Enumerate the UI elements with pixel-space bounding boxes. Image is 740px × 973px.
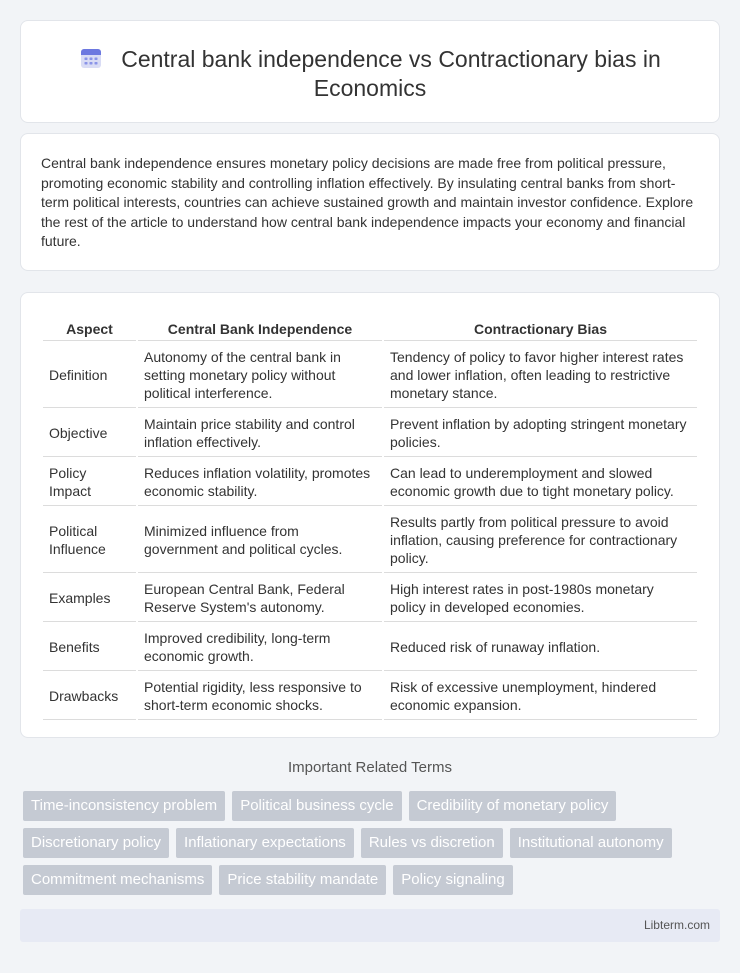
- intro-card: [20, 133, 720, 271]
- related-term-tag[interactable]: Policy signaling: [393, 865, 512, 895]
- row-aspect: Policy Impact: [43, 459, 136, 506]
- header-card: [20, 20, 720, 123]
- row-bias-value: Tendency of policy to favor higher interest rates and lower inflation, often leading to restrictive monetary stance.: [384, 343, 697, 408]
- related-term-tag[interactable]: Credibility of monetary policy: [409, 791, 617, 821]
- comparison-table-card: [20, 292, 720, 738]
- row-aspect: Political Influence: [43, 508, 136, 573]
- related-term-tag[interactable]: Rules vs discretion: [361, 828, 503, 858]
- related-term-tag[interactable]: Commitment mechanisms: [23, 865, 212, 895]
- table-row: [43, 459, 697, 506]
- row-aspect: Drawbacks: [43, 673, 136, 720]
- related-term-tag[interactable]: Time-inconsistency problem: [23, 791, 225, 821]
- related-terms-title: Important Related Terms: [288, 759, 452, 776]
- row-aspect: Benefits: [43, 624, 136, 671]
- related-term-tag[interactable]: Discretionary policy: [23, 828, 169, 858]
- row-cbi-value: Improved credibility, long-term economic growth.: [138, 624, 382, 671]
- row-aspect: Examples: [43, 575, 136, 622]
- row-bias-value: High interest rates in post-1980s monetary policy in developed economies.: [384, 575, 697, 622]
- row-cbi-value: Reduces inflation volatility, promotes economic stability.: [138, 459, 382, 506]
- row-cbi-value: Maintain price stability and control inflation effectively.: [138, 410, 382, 457]
- table-row: [43, 343, 697, 408]
- page-title: Central bank independence vs Contractionary bias in Economics: [121, 46, 661, 101]
- intro-paragraph: Central bank independence ensures monetary policy decisions are made free from political pressure, promoting economic stability and controlling inflation effectively. By insulating central banks from short-term political interests, countries can achieve sustained growth and maintain investor confidence. Explore the rest of the article to understand how central bank independence impacts your economy and financial future.: [41, 155, 694, 249]
- table-row: [43, 410, 697, 457]
- calendar-grid-icon: [79, 46, 103, 70]
- row-bias-value: Risk of excessive unemployment, hindered economic expansion.: [384, 673, 697, 720]
- footer: [20, 909, 720, 942]
- table-row: [43, 624, 697, 671]
- header-central-bank-independence: Central Bank Independence: [138, 317, 382, 341]
- row-cbi-value: Autonomy of the central bank in setting monetary policy without political interference.: [138, 343, 382, 408]
- table-row: [43, 673, 697, 720]
- row-bias-value: Reduced risk of runaway inflation.: [384, 624, 697, 671]
- related-term-tag[interactable]: Institutional autonomy: [510, 828, 672, 858]
- row-aspect: Objective: [43, 410, 136, 457]
- table-header-row: [43, 317, 697, 341]
- row-bias-value: Can lead to underemployment and slowed economic growth due to tight monetary policy.: [384, 459, 697, 506]
- row-bias-value: Prevent inflation by adopting stringent monetary policies.: [384, 410, 697, 457]
- header-contractionary-bias: Contractionary Bias: [384, 317, 697, 341]
- row-cbi-value: Potential rigidity, less responsive to short-term economic shocks.: [138, 673, 382, 720]
- comparison-table: [41, 315, 699, 722]
- header-aspect: Aspect: [43, 317, 136, 341]
- table-row: [43, 575, 697, 622]
- related-term-tag[interactable]: Inflationary expectations: [176, 828, 354, 858]
- page-title-row: [21, 45, 719, 103]
- row-bias-value: Results partly from political pressure to avoid inflation, causing preference for contractionary policy.: [384, 508, 697, 573]
- related-term-tag[interactable]: Political business cycle: [232, 791, 401, 821]
- related-term-tag[interactable]: Price stability mandate: [219, 865, 386, 895]
- row-cbi-value: European Central Bank, Federal Reserve System's autonomy.: [138, 575, 382, 622]
- related-terms-list: [23, 791, 723, 895]
- row-cbi-value: Minimized influence from government and political cycles.: [138, 508, 382, 573]
- row-aspect: Definition: [43, 343, 136, 408]
- footer-site-link[interactable]: Libterm.com: [643, 918, 710, 932]
- table-row: [43, 508, 697, 573]
